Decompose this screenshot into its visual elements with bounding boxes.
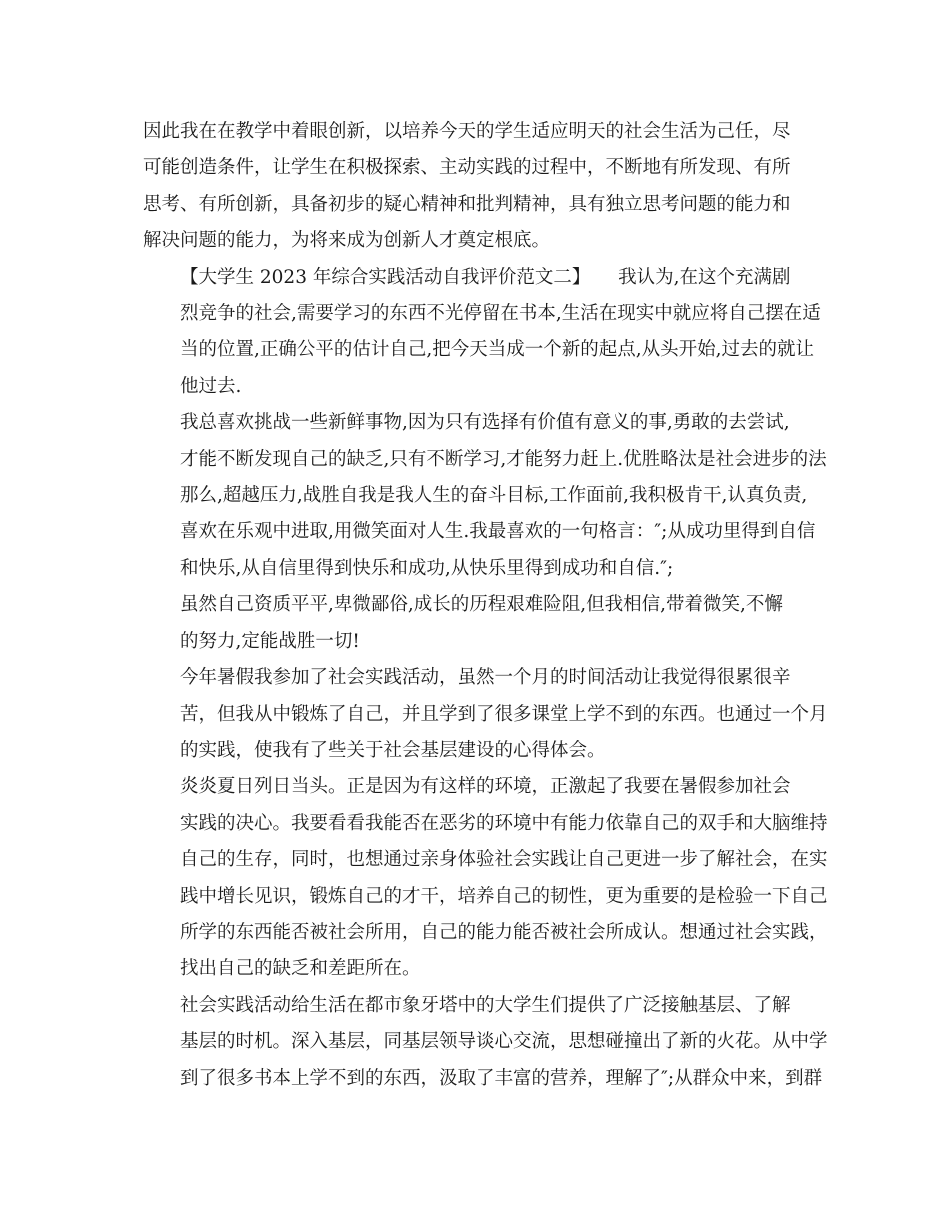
text-line: 我总喜欢挑战一些新鲜事物,因为只有选择有价值有意义的事,勇敢的去尝试, [180, 412, 790, 434]
text-line: 践中增长见识，锻炼自己的才干，培养自己的韧性，更为重要的是检验一下自己 [180, 885, 828, 907]
text-line: 的实践，使我有了些关于社会基层建设的心得体会。 [180, 739, 606, 761]
paragraph [143, 587, 803, 660]
text-line: 解决问题的能力，为将来成为创新人才奠定根底。 [143, 230, 551, 252]
text-line: 虽然自己资质平平,卑微鄙俗,成长的历程艰难险阻,但我相信,带着微笑,不懈 [180, 594, 783, 616]
text-line: 那么,超越压力,战胜自我是我人生的奋斗目标,工作面前,我积极肯干,认真负责, [180, 485, 808, 507]
text-line: 所学的东西能否被社会所用，自己的能力能否被社会所成认。想通过社会实践， [180, 921, 828, 943]
text-line: 找出自己的缺乏和差距所在。 [180, 958, 421, 980]
text-line: 基层的时机。深入基层，同基层领导谈心交流，思想碰撞出了新的火花。从中学 [180, 1031, 828, 1053]
paragraph [143, 988, 828, 1097]
text-line: 【大学生 2023 年综合实践活动自我评价范文二】 我认为,在这个充满剧 [180, 266, 791, 288]
text-line: 才能不断发现自己的缺乏,只有不断学习,才能努力赶上.优胜略汰是社会进步的法 [180, 448, 827, 470]
text-line: 苦，但我从中锻炼了自己，并且学到了很多课堂上学不到的东西。也通过一个月 [180, 703, 828, 725]
text-line: 可能创造条件，让学生在积极探索、主动实践的过程中，不断地有所发现、有所 [143, 157, 791, 179]
text-line: 自己的生存，同时，也想通过亲身体验社会实践让自己更进一步了解社会，在实 [180, 849, 828, 871]
text-line: 实践的决心。我要看看我能否在恶劣的环境中有能力依靠自己的双手和大脑维持 [180, 812, 828, 834]
text-line: 的努力,定能战胜一切! [180, 630, 360, 652]
text-line: 因此我在在教学中着眼创新，以培养今天的学生适应明天的社会生活为己任，尽 [143, 121, 791, 142]
paragraph [143, 260, 821, 406]
text-line: 炎炎夏日列日当头。正是因为有这样的环境，正激起了我要在暑假参加社会 [180, 776, 791, 798]
text-line: 烈竞争的社会,需要学习的东西不光停留在书本,生活在现实中就应将自己摆在适 [180, 303, 821, 325]
text-line: 和快乐,从自信里得到快乐和成功,从快乐里得到成功和自信.″; [180, 557, 674, 579]
paragraph [143, 769, 828, 987]
paragraph [143, 114, 803, 260]
text-line: 他过去. [180, 375, 242, 397]
text-line: 今年暑假我参加了社会实践活动，虽然一个月的时间活动让我觉得很累很辛 [180, 667, 791, 689]
text-line: 当的位置,正确公平的估计自己,把今天当成一个新的起点,从头开始,过去的就让 [180, 339, 815, 361]
text-line: 社会实践活动给生活在都市象牙塔中的大学生们提供了广泛接触基层、了解 [180, 994, 791, 1016]
text-line: 思考、有所创新，具备初步的疑心精神和批判精神，具有独立思考问题的能力和 [143, 193, 791, 215]
paragraph [143, 660, 828, 769]
text-line: 到了很多书本上学不到的东西，汲取了丰富的营养，理解了″;从群众中来，到群 [180, 1067, 823, 1089]
paragraph [143, 405, 827, 587]
text-line: 喜欢在乐观中进取,用微笑面对人生.我最喜欢的一句格言：″;从成功里得到自信 [180, 521, 816, 543]
document-body [143, 114, 828, 1097]
